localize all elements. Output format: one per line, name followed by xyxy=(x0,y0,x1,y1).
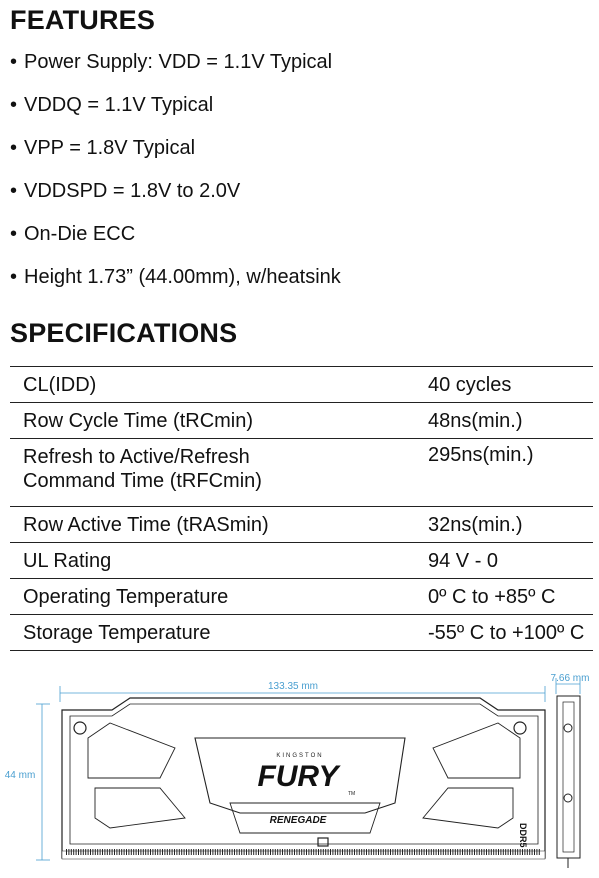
width-dimension: 133.35 mm xyxy=(267,681,319,692)
feature-text: VPP = 1.8V Typical xyxy=(24,137,196,159)
spec-label: Operating Temperature xyxy=(10,579,415,615)
specifications-heading: SPECIFICATIONS xyxy=(10,318,238,348)
table-row xyxy=(10,367,593,403)
spec-value: 94 V - 0 xyxy=(415,543,593,579)
features-heading: FEATURES xyxy=(10,5,156,35)
spec-label-line: Refresh to Active/Refresh xyxy=(23,446,250,468)
bullet: • xyxy=(10,94,18,116)
table-row xyxy=(10,579,593,615)
spec-value: 40 cycles xyxy=(415,367,593,403)
spec-value: 0º C to +85º C xyxy=(415,579,593,615)
bullet: • xyxy=(10,180,18,202)
height-dimension: 44 mm xyxy=(4,770,36,781)
feature-text: VDDQ = 1.1V Typical xyxy=(24,94,214,116)
bullet: • xyxy=(10,266,18,288)
spec-label: Row Cycle Time (tRCmin) xyxy=(10,403,415,439)
feature-text: Power Supply: VDD = 1.1V Typical xyxy=(24,51,333,73)
table-row xyxy=(10,403,593,439)
specifications-table xyxy=(10,366,593,651)
model-name: RENEGADE xyxy=(269,815,327,826)
brand-kingston: KINGSTON xyxy=(276,753,324,759)
trademark: TM xyxy=(348,791,356,797)
bullet: • xyxy=(10,137,18,159)
spec-label: Row Active Time (tRASmin) xyxy=(10,507,415,543)
feature-item xyxy=(10,87,341,130)
spec-value: 32ns(min.) xyxy=(415,507,593,543)
features-list xyxy=(10,44,341,302)
brand-fury-logo: FURY xyxy=(257,760,339,793)
feature-text: On-Die ECC xyxy=(24,223,136,245)
table-row xyxy=(10,615,593,651)
bullet: • xyxy=(10,223,18,245)
spec-label-line: Command Time (tRFCmin) xyxy=(23,470,262,492)
spec-value: -55º C to +100º C xyxy=(415,615,593,651)
table-row xyxy=(10,507,593,543)
spec-value: 295ns(min.) xyxy=(415,439,593,507)
module-side-view xyxy=(557,696,580,868)
module-drawing xyxy=(0,668,599,878)
spec-value: 48ns(min.) xyxy=(415,403,593,439)
spec-label xyxy=(10,439,415,507)
pin-strip xyxy=(62,851,545,859)
ddr-type-label: DDR5 xyxy=(518,823,528,848)
spec-label: UL Rating xyxy=(10,543,415,579)
feature-item xyxy=(10,216,341,259)
bullet: • xyxy=(10,51,18,73)
feature-item xyxy=(10,173,341,216)
feature-text: VDDSPD = 1.8V to 2.0V xyxy=(24,180,241,202)
table-row xyxy=(10,439,593,507)
depth-dimension: 7.66 mm xyxy=(550,673,590,684)
feature-item xyxy=(10,130,341,173)
spec-label: Storage Temperature xyxy=(10,615,415,651)
spec-label: CL(IDD) xyxy=(10,367,415,403)
feature-text: Height 1.73” (44.00mm), w/heatsink xyxy=(24,266,341,288)
feature-item xyxy=(10,259,341,302)
feature-item xyxy=(10,44,341,87)
table-row xyxy=(10,543,593,579)
